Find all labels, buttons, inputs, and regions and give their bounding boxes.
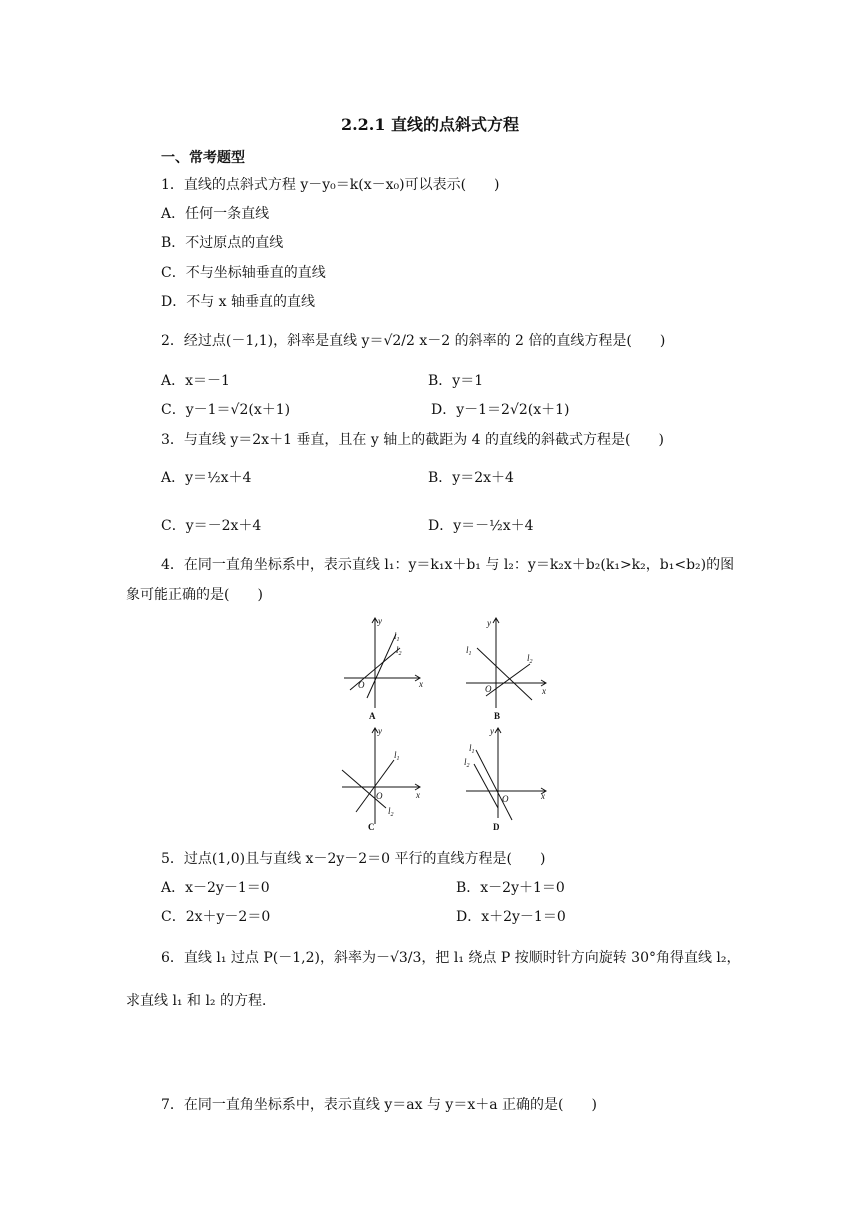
svg-text:O: O [485, 684, 492, 694]
svg-text:x: x [542, 686, 546, 696]
question-4-stem: 4．在同一直角坐标系中，表示直线 l₁：y＝k₁x＋b₁ 与 l₂：y＝k₂x＋b₂(k₁>k₂，b₁<b₂)的图 [161, 557, 735, 573]
graph-a-line-l1 [367, 634, 396, 698]
q3-option-d: D．y＝－½x＋4 [428, 518, 534, 534]
q1-option-a: A．任何一条直线 [161, 206, 270, 222]
q2-option-c: C．y－1＝√2(x＋1) [161, 402, 291, 418]
question-2-stem: 2．经过点(－1,1)，斜率是直线 y＝√2/2 x－2 的斜率的 2 倍的直线方程是( ) [161, 333, 666, 349]
q1-option-d: D．不与 x 轴垂直的直线 [161, 294, 316, 310]
q2-option-a: A．x＝－1 [161, 373, 230, 389]
graph-b [466, 618, 546, 708]
svg-text:l2: $l_2$ [388, 806, 394, 818]
q1-option-b: B．不过原点的直线 [161, 235, 284, 251]
svg-text:l1: $l_1$ [394, 631, 400, 643]
svg-text:l2: $l_2$ [464, 757, 470, 769]
svg-text:y: y [378, 616, 382, 626]
svg-text:x: x [419, 679, 423, 689]
question-1-stem: 1．直线的点斜式方程 y－y₀＝k(x－x₀)可以表示( ) [161, 177, 500, 193]
graph-label-d: D [493, 822, 500, 832]
svg-text:y: y [487, 618, 491, 628]
graph-c [342, 728, 420, 824]
graph-d [466, 728, 546, 820]
question-5-stem: 5．过点(1,0)且与直线 x－2y－2＝0 平行的直线方程是( ) [161, 851, 546, 867]
q2-option-b: B．y＝1 [428, 373, 484, 389]
graph-label-b: B [494, 711, 501, 721]
q4-graphs [336, 612, 566, 837]
question-7-stem: 7．在同一直角坐标系中，表示直线 y＝ax 与 y＝x＋a 正确的是( ) [161, 1097, 597, 1113]
svg-text:O: O [502, 794, 509, 804]
q3-option-a: A．y＝½x＋4 [161, 470, 252, 486]
q5-option-d: D．x＋2y－1＝0 [456, 909, 566, 925]
svg-text:l1: $l_1$ [394, 750, 400, 762]
graph-label-c: C [368, 822, 375, 832]
graph-a [344, 618, 420, 708]
svg-text:l2: $l_2$ [527, 653, 533, 665]
q5-option-b: B．x－2y＋1＝0 [456, 880, 565, 896]
question-6-stem-cont: 求直线 l₁ 和 l₂ 的方程． [126, 993, 276, 1009]
graph-c-line-l2 [342, 770, 386, 808]
q5-option-c: C．2x＋y－2＝0 [161, 909, 271, 925]
svg-text:x: x [416, 790, 420, 800]
question-4-stem-cont: 象可能正确的是( ) [126, 587, 263, 603]
question-3-stem: 3．与直线 y＝2x＋1 垂直，且在 y 轴上的截距为 4 的直线的斜截式方程是( ) [161, 432, 664, 448]
q3-option-c: C．y＝－2x＋4 [161, 518, 262, 534]
q5-option-a: A．x－2y－1＝0 [161, 880, 270, 896]
question-6-stem: 6．直线 l₁ 过点 P(－1,2)，斜率为－√3/3，把 l₁ 绕点 P 按顺时针方向旋转 30°角得直线 l₂， [161, 950, 741, 966]
q1-option-c: C．不与坐标轴垂直的直线 [161, 265, 326, 281]
page-title: 2.2.1 直线的点斜式方程 [340, 115, 520, 134]
svg-text:y: y [490, 726, 494, 736]
q3-option-b: B．y＝2x＋4 [428, 470, 514, 486]
svg-text:O: O [358, 680, 365, 690]
graph-d-line-l1 [476, 750, 512, 820]
q2-option-d: D．y－1＝2√2(x＋1) [431, 402, 570, 418]
graph-label-a: A [369, 711, 376, 721]
svg-text:l1: $l_1$ [469, 743, 475, 755]
svg-text:l2: $l_2$ [396, 645, 402, 657]
section-heading: 一、常考题型 [161, 150, 245, 166]
svg-text:y: y [378, 726, 382, 736]
svg-text:l1: $l_1$ [466, 645, 472, 657]
svg-text:O: O [376, 791, 383, 801]
svg-text:x: x [541, 791, 545, 801]
